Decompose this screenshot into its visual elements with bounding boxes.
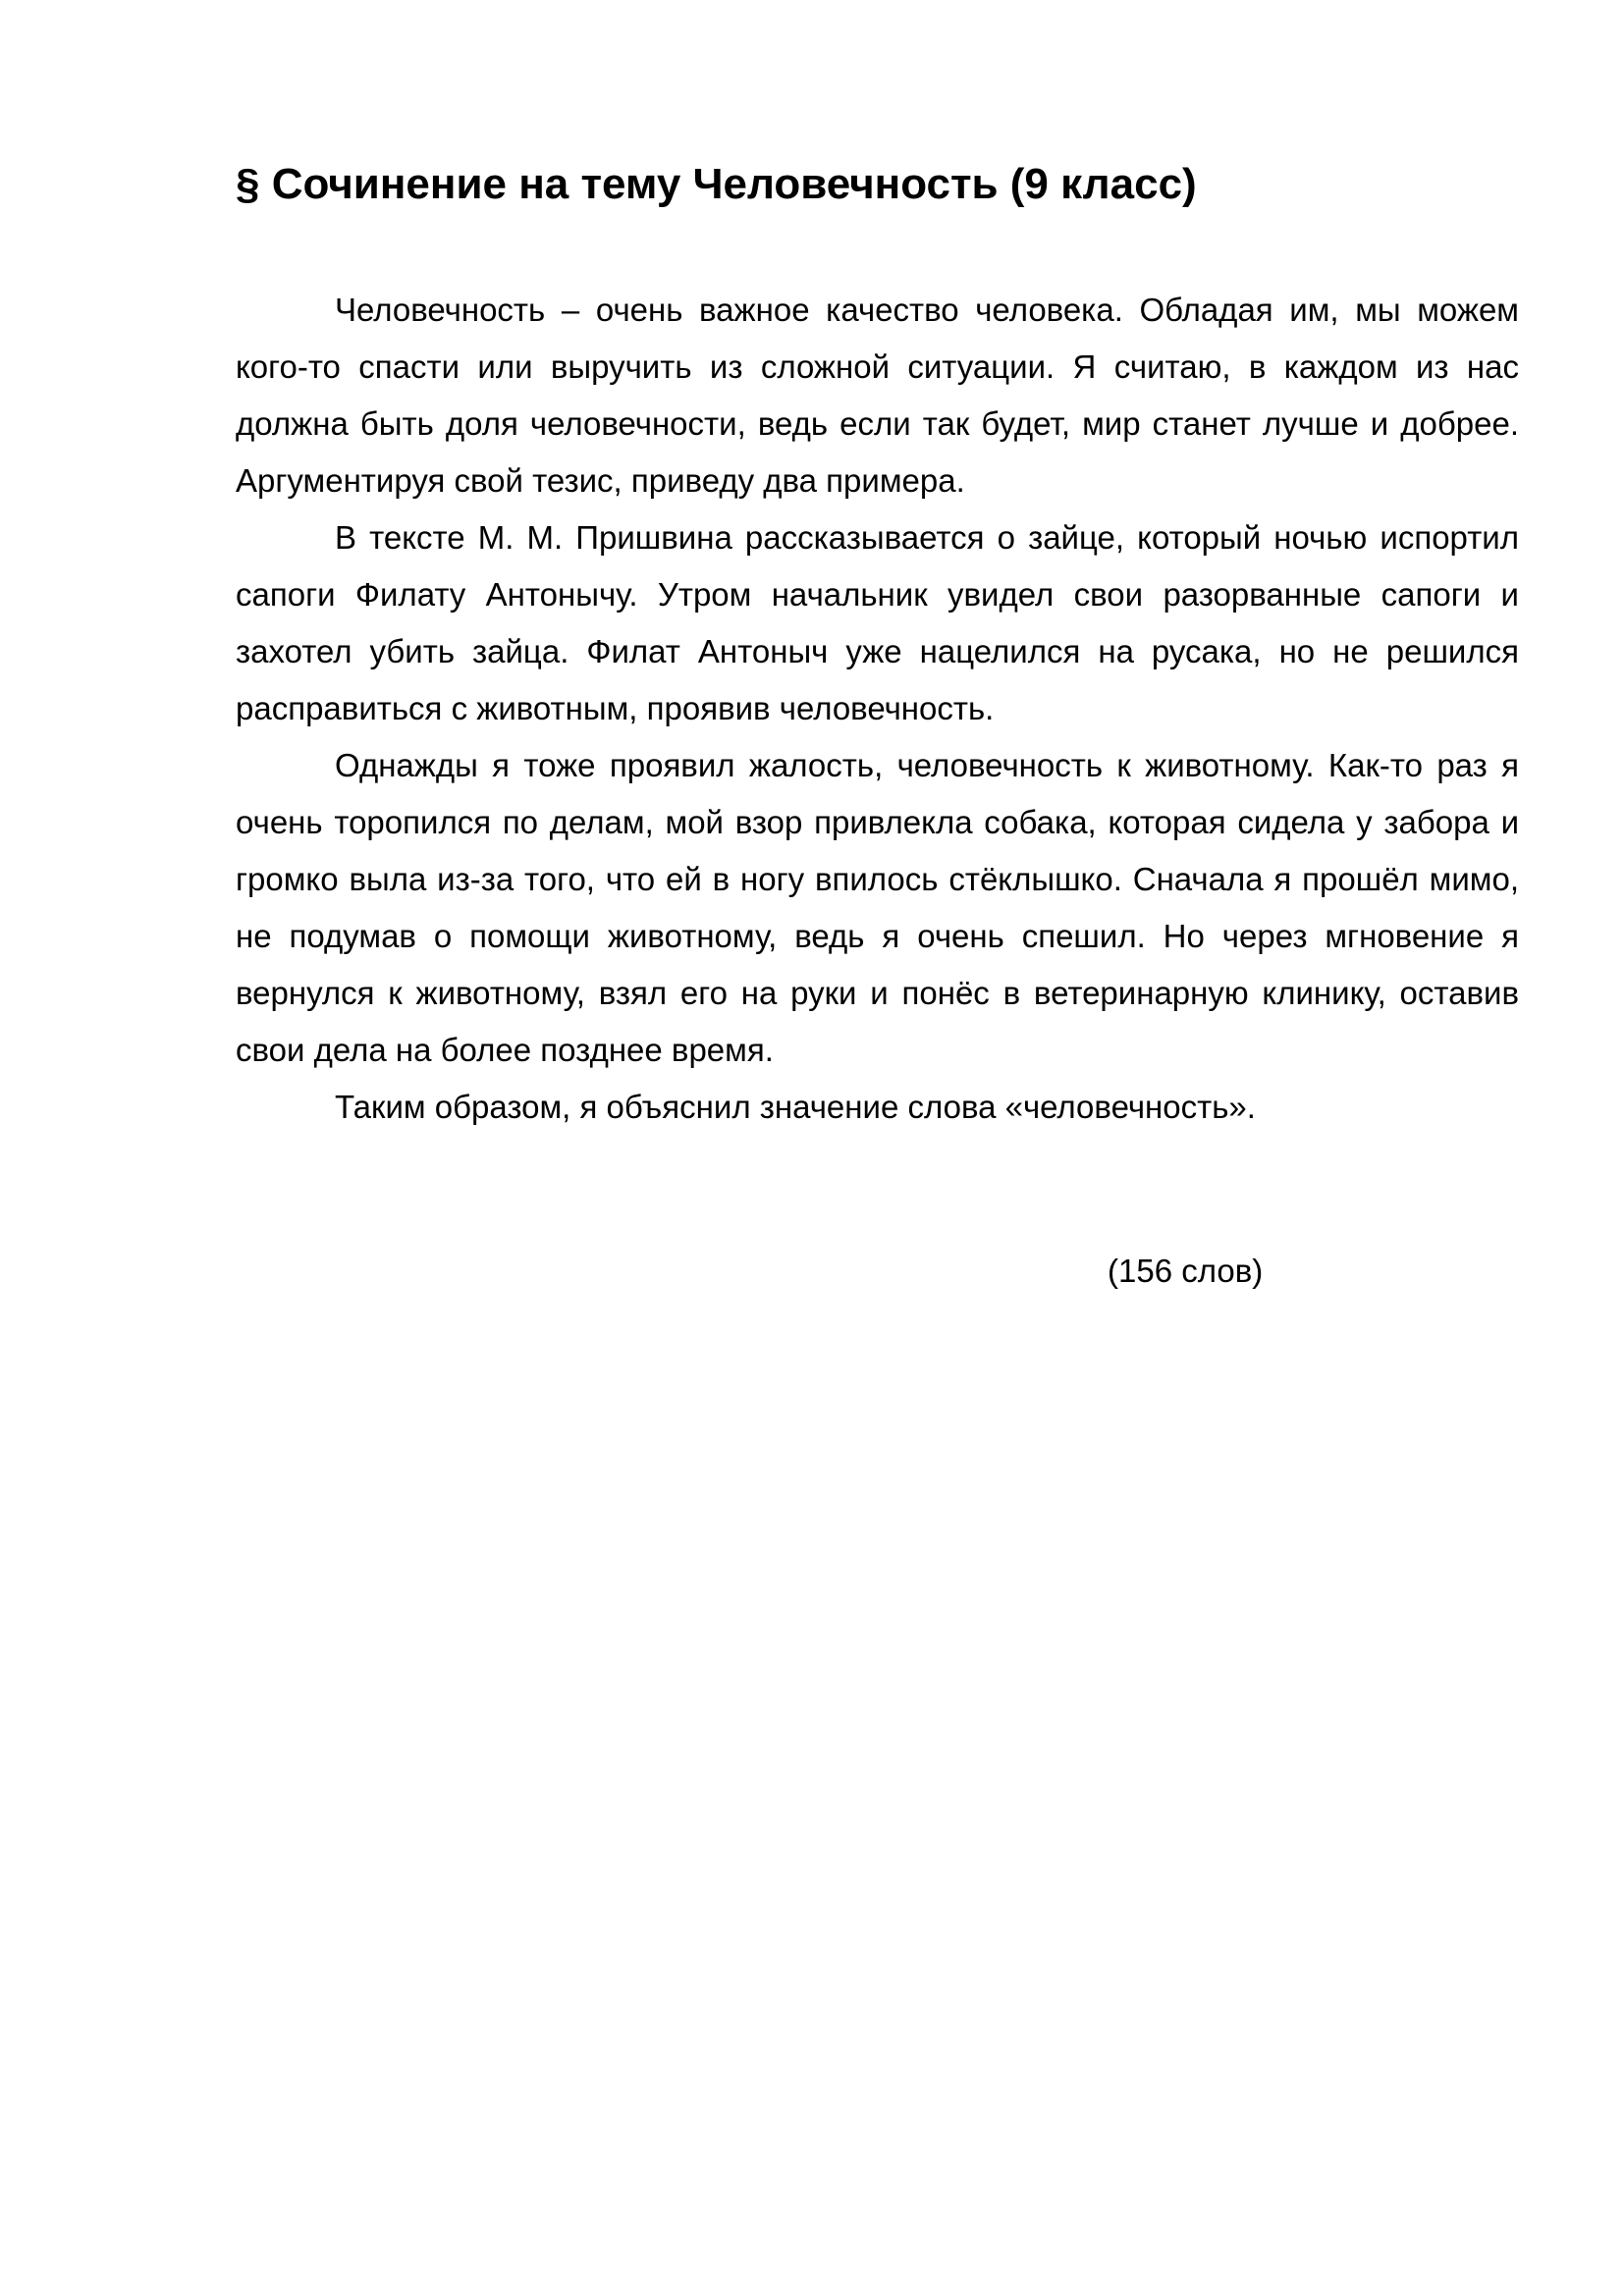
paragraph-conclusion: Таким образом, я объяснил значение слова «человечность». bbox=[335, 1089, 1256, 1125]
essay-body bbox=[236, 282, 1519, 1136]
word-count: (156 слов) bbox=[1108, 1253, 1264, 1289]
paragraph-literary-argument: В тексте М. М. Пришвина рассказывается о зайце, который ночью испортил сапоги Филату Антонычу. Утром начальник увидел свои разорванные сапоги и захотел убить зайца. Филат Антоныч уже нацелился на русака, но не решился расправиться с животным, проявив человечность. bbox=[236, 519, 1519, 726]
document-title: § Сочинение на тему Человечность (9 класс) bbox=[236, 160, 1197, 208]
paragraph-intro: Человечность – очень важное качество человека. Обладая им, мы можем кого-то спасти или выручить из сложной ситуации. Я считаю, в каждом из нас должна быть доля человечности, ведь если так будет, мир станет лучше и добрее. Аргументируя свой тезис, приведу два примера. bbox=[236, 292, 1519, 499]
paragraph-personal-argument: Однажды я тоже проявил жалость, человечность к животному. Как-то раз я очень торопился по делам, мой взор привлекла собака, которая сидела у забора и громко выла из-за того, что ей в ногу впилось стёклышко. Сначала я прошёл мимо, не подумав о помощи животному, ведь я очень спешил. Но через мгновение я вернулся к животному, взял его на руки и понёс в ветеринарную клинику, оставив свои дела на более позднее время. bbox=[236, 747, 1519, 1068]
